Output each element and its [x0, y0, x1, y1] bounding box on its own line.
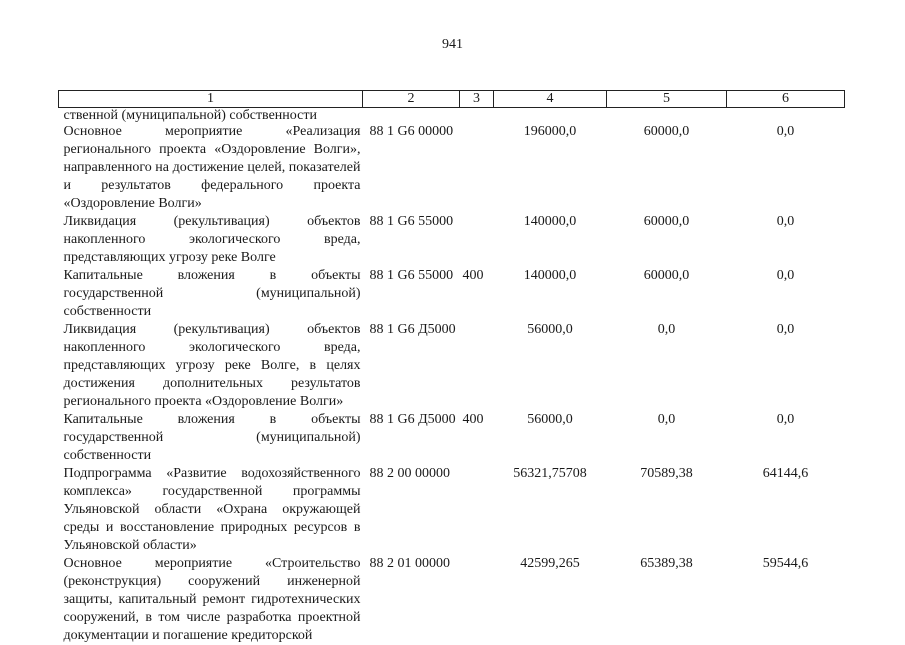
table-body	[59, 108, 845, 645]
table-row	[59, 213, 845, 267]
row-vr: 400	[460, 411, 494, 465]
row-col6: 0,0	[727, 213, 845, 267]
row-col6: 64144,6	[727, 465, 845, 555]
row-col4: 140000,0	[494, 213, 607, 267]
row-description: Основное мероприятие «Реализация регионального проекта «Оздоровление Волги», направленного на достижение целей, показателей и результатов федерального проекта «Оздоровление Волги»	[59, 123, 363, 213]
header-col-3: 3	[460, 91, 494, 108]
row-code: 88 2 00 00000	[363, 465, 460, 555]
table-row	[59, 555, 845, 645]
row-col6: 0,0	[727, 321, 845, 411]
row-col6: 59544,6	[727, 555, 845, 645]
row-description: ственной (муниципальной) собственности	[59, 108, 363, 124]
row-vr	[460, 123, 494, 213]
row-col6: 0,0	[727, 123, 845, 213]
header-col-6: 6	[727, 91, 845, 108]
row-code: 88 2 01 00000	[363, 555, 460, 645]
row-col6: 0,0	[727, 411, 845, 465]
row-col5: 60000,0	[607, 213, 727, 267]
row-col5: 0,0	[607, 321, 727, 411]
row-code: 88 1 G6 55000	[363, 213, 460, 267]
header-col-4: 4	[494, 91, 607, 108]
row-vr: 400	[460, 267, 494, 321]
row-col4: 42599,265	[494, 555, 607, 645]
row-code: 88 1 G6 55000	[363, 267, 460, 321]
row-col4: 140000,0	[494, 267, 607, 321]
row-col5: 65389,38	[607, 555, 727, 645]
row-description: Основное мероприятие «Строительство (реконструкция) сооружений инженерной защиты, капитальный ремонт гидротехнических сооружений, в том числе разработка проектной документации и погашение кредиторской	[59, 555, 363, 645]
row-col4	[494, 108, 607, 124]
row-vr	[460, 321, 494, 411]
table-row	[59, 321, 845, 411]
row-vr	[460, 465, 494, 555]
row-vr	[460, 108, 494, 124]
row-description: Капитальные вложения в объекты государственной (муниципальной) собственности	[59, 267, 363, 321]
header-row	[59, 91, 845, 108]
row-col5	[607, 108, 727, 124]
row-col5: 70589,38	[607, 465, 727, 555]
row-col6	[727, 108, 845, 124]
row-code: 88 1 G6 Д5000	[363, 411, 460, 465]
page-number: 941	[0, 37, 905, 53]
row-code: 88 1 G6 00000	[363, 123, 460, 213]
row-description: Ликвидация (рекультивация) объектов накопленного экологического вреда, представляющих угрозу реке Волге, в целях достижения дополнительных результатов регионального проекта «Оздоровление Волги»	[59, 321, 363, 411]
header-col-1: 1	[59, 91, 363, 108]
row-vr	[460, 555, 494, 645]
row-description: Капитальные вложения в объекты государственной (муниципальной) собственности	[59, 411, 363, 465]
table-row	[59, 465, 845, 555]
table-header	[59, 91, 845, 108]
table-row	[59, 267, 845, 321]
row-col4: 56000,0	[494, 321, 607, 411]
row-col6: 0,0	[727, 267, 845, 321]
header-col-2: 2	[363, 91, 460, 108]
header-col-5: 5	[607, 91, 727, 108]
row-col5: 0,0	[607, 411, 727, 465]
row-description: Подпрограмма «Развитие водохозяйственного комплекса» государственной программы Ульяновской области «Охрана окружающей среды и восстановление природных ресурсов в Ульяновской области»	[59, 465, 363, 555]
row-vr	[460, 213, 494, 267]
table-row	[59, 411, 845, 465]
row-col5: 60000,0	[607, 267, 727, 321]
row-col4: 56321,75708	[494, 465, 607, 555]
row-description: Ликвидация (рекультивация) объектов накопленного экологического вреда, представляющих угрозу реке Волге	[59, 213, 363, 267]
row-col4: 56000,0	[494, 411, 607, 465]
row-code: 88 1 G6 Д5000	[363, 321, 460, 411]
table-row	[59, 123, 845, 213]
row-col4: 196000,0	[494, 123, 607, 213]
budget-table	[58, 90, 845, 645]
table-row	[59, 108, 845, 124]
row-code	[363, 108, 460, 124]
row-col5: 60000,0	[607, 123, 727, 213]
